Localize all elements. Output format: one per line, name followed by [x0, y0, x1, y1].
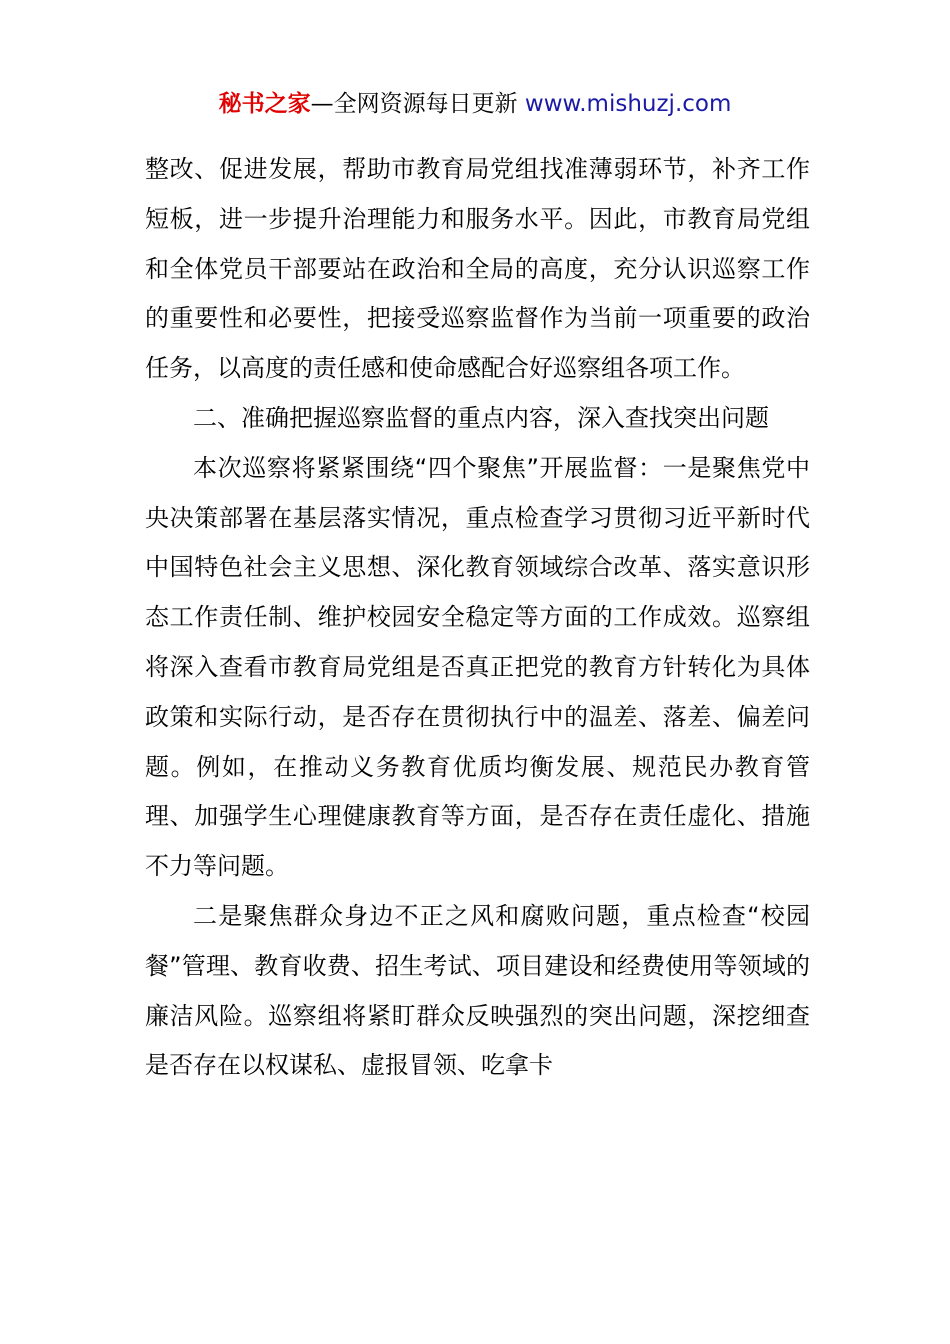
paragraph-continuation: 整改、促进发展，帮助市教育局党组找准薄弱环节，补齐工作短板，进一步提升治理能力和服务水平。因此，市教育局党组和全体党员干部要站在政治和全局的高度，充分认识巡察工作的重要性和必要性，把接受巡察监督作为当前一项重要的政治任务，以高度的责任感和使命感配合好巡察组各项工作。: [145, 155, 810, 383]
brand-name: 秘书之家: [218, 91, 311, 117]
section-heading: 二、准确把握巡察监督的重点内容，深入查找突出问题: [193, 403, 769, 432]
document-body: [145, 145, 810, 1091]
site-header: [0, 86, 950, 122]
header-tagline: —全网资源每日更新: [310, 91, 518, 117]
paragraph-focus-two: 二是聚焦群众身边不正之风和腐败问题，重点检查“校园餐”管理、教育收费、招生考试、项目建设和经费使用等领域的廉洁风险。巡察组将紧盯群众反映强烈的突出问题，深挖细查是否存在以权谋私、虚报冒领、吃拿卡: [145, 901, 810, 1080]
paragraph-focus-one: 本次巡察将紧紧围绕“四个聚焦”开展监督：一是聚焦党中央决策部署在基层落实情况，重点检查学习贯彻习近平新时代中国特色社会主义思想、深化教育领域综合改革、落实意识形态工作责任制、维护校园安全稳定等方面的工作成效。巡察组将深入查看市教育局党组是否真正把党的教育方针转化为具体政策和实际行动，是否存在贯彻执行中的温差、落差、偏差问题。例如，在推动义务教育优质均衡发展、规范民办教育管理、加强学生心理健康教育等方面，是否存在责任虚化、措施不力等问题。: [145, 453, 810, 881]
site-url-link[interactable]: www.mishuzj.com: [524, 91, 732, 117]
